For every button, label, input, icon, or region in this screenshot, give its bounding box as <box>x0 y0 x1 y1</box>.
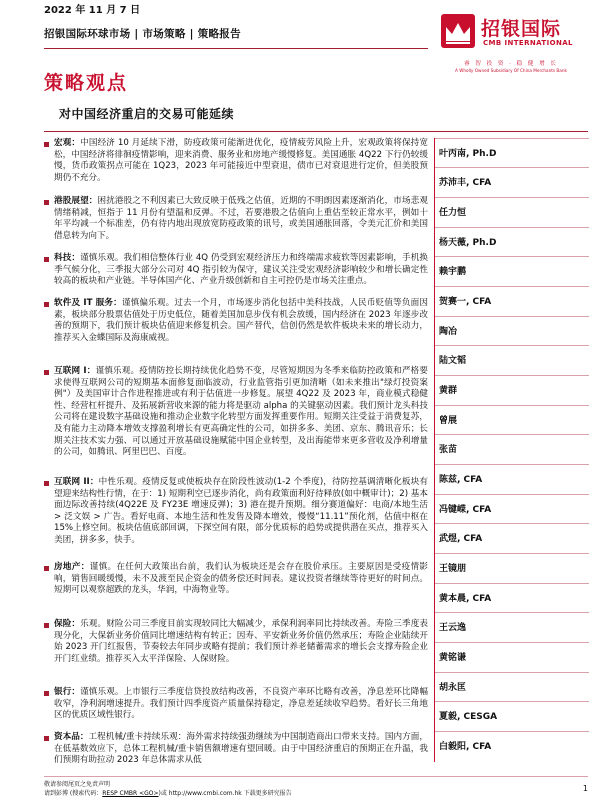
bullet-internet-1 <box>44 366 428 459</box>
bullet-marker-icon <box>44 257 49 262</box>
analyst-entry <box>435 731 589 762</box>
analyst-name: 陈兹, CFA <box>439 475 483 485</box>
analyst-entry <box>435 316 589 346</box>
bullet-heading: 银行： <box>54 687 81 697</box>
bullet-marker-icon <box>44 302 49 307</box>
bullet-heading: 软件及 IT 服务： <box>54 298 122 308</box>
analyst-name: 任力恒 <box>439 208 467 218</box>
bullet-internet-2 <box>44 477 428 547</box>
bullet-text: 谨慎。在任何大政策出台前，我们认为板块还是会存在股价承压。主要原因是受疫情影响，销售回暖缓慢，未不及渡至民企资金的债务偿还时间表。建议投资者继续等待更好的时间点。短期可以观察超跌的龙头，华润，中海物业等。 <box>54 562 428 596</box>
cmbi-logo-icon <box>441 14 475 48</box>
document-title: 对中国经济重启的交易可能延续 <box>59 107 235 121</box>
bullet-marker-icon <box>44 370 49 375</box>
analyst-entry <box>435 138 589 168</box>
report-body <box>44 138 428 766</box>
bullet-marker-icon <box>44 142 49 147</box>
bullet-heading: 房地产： <box>54 562 90 572</box>
analyst-name: 叶丙南, Ph.D <box>439 149 497 159</box>
bullet-banks <box>44 687 428 722</box>
analyst-name: 贺赛一, CFA <box>439 297 492 307</box>
analyst-entry <box>435 197 589 228</box>
report-type: 策略观点 <box>44 72 129 94</box>
bullet-text: 谨慎乐观。疫情防控长期持续优化趋势不变，尽管短期因为冬季来临防控政策和严格要求使得互联网公司的短期基本面修复面临波动，行业监管指引更加清晰（如未来推出"绿灯投资案例"）及美国审计合作进程推进或有利于估值进一步修复。展望 4Q22 及 2023 年，商业模式稳健性、经营杠杆提升、及拓展新营收来源的能力将是驱动 alpha 的关键驱动因素。我们预计龙头科技公司将在建设数字基础设施和推动企业数字化转型方面发挥重要作用。短期关注受益于消费复苏，及有能力主动降本增效支撑盈利增长有更高确定性的公司，如拼多多、美团、京东、腾讯音乐；长期关注技术实力强、可以通过开放基础设施赋能中国企业转型，及出海能带来更多营收及净利增量的公司，如腾讯、阿里巴巴、百度。 <box>54 366 428 458</box>
bullet-marker-icon <box>44 481 49 486</box>
analyst-name: 陶冶 <box>439 327 458 337</box>
analyst-entry <box>435 612 589 643</box>
logo-slogan-en: A Wholly Owned Subsidiary Of China Merchants Bank <box>455 68 567 73</box>
bullet-heading: 互联网 II： <box>54 477 99 487</box>
analyst-entry <box>435 523 589 554</box>
report-date: 2022 年 11 月 7 日 <box>44 5 141 16</box>
analyst-name: 苏沛丰, CFA <box>439 178 492 188</box>
download-note-prefix: 请到彭博 (搜索代码： <box>44 790 103 797</box>
analyst-name: 夏毅, CESGA <box>439 712 498 722</box>
bullet-marker-icon <box>44 200 49 205</box>
analyst-entry <box>435 405 589 435</box>
analyst-name: 曾展 <box>439 416 458 426</box>
bullet-text: 谨慎乐观。上市银行三季度信贷投放结构改善，不良资产率环比略有改善，净息差环比降幅收窄，净利润增速提升。我们预计四季度资产质量保持稳定，净息差延续收窄趋势。看好长三角地区的优质区域性银行。 <box>54 687 428 721</box>
analyst-name: 武煜, CFA <box>439 534 483 544</box>
analyst-entry <box>435 553 589 584</box>
analyst-entry <box>435 434 589 465</box>
analyst-name: 黄铭谦 <box>439 653 467 663</box>
bullet-marker-icon <box>44 623 49 628</box>
bullet-text: 谨慎乐观。我们相信整体行业 4Q 仍受到宏观经济压力和终端需求疲软等因素影响，手机换季气候分化，三季报大部分公司对 4Q 指引较为保守，建议关注受宏观经济影响较少和增长确定性较高的板块和产业链。半导体国产化、产业升级创新和自主可控仍是市场关注重点。 <box>54 253 428 287</box>
bullet-marker-icon <box>44 691 49 696</box>
analyst-name: 赖宇鹏 <box>439 267 467 277</box>
analyst-name: 陆文韬 <box>439 356 467 366</box>
analyst-name: 黄本晨, CFA <box>439 594 492 604</box>
logo-name-cn: 招银国际 <box>481 18 562 40</box>
logo-slogan: 睿 智 投 资 · 稳 健 增 长 <box>464 61 558 67</box>
analyst-entry <box>435 494 589 524</box>
analyst-entry <box>435 167 589 198</box>
bullet-heading: 资本品： <box>54 732 89 742</box>
analyst-name: 杨天薇, Ph.D <box>439 238 497 248</box>
analyst-entry <box>435 672 589 702</box>
analyst-entry <box>435 642 589 673</box>
analyst-name: 胡永匡 <box>439 683 467 693</box>
bloomberg-code-link[interactable]: RESP CMBR <GO> <box>102 790 159 797</box>
bullet-text: 谨慎偏乐观。过去一个月，市场逐步消化包括中美科技战，人民币贬值等负面因素，板块部分股票估值处于历史低位，随着美国加息步伐有机会放缓，国内经济在 2023 年逐步改善的预期下，我们预计板块估值迎来修复机会。国产替代，信创仍然是软件板块未来的增长动力，推荐买入金蝶国际及海康威视。 <box>54 298 428 343</box>
analyst-entry <box>435 375 589 406</box>
header-breadcrumb: 招银国际环球市场 | 市场策略 | 策略报告 <box>44 28 241 40</box>
bullet-heading: 科技： <box>54 253 81 263</box>
title-divider <box>44 131 588 132</box>
download-note <box>44 788 292 797</box>
header-divider <box>44 48 428 49</box>
analyst-entry <box>435 227 589 257</box>
analyst-entry <box>435 286 589 317</box>
analyst-entry <box>435 345 589 376</box>
analyst-name: 王云逸 <box>439 623 467 633</box>
analyst-list <box>434 138 589 762</box>
bullet-marker-icon <box>44 566 49 571</box>
bullet-capital-goods <box>44 732 428 767</box>
bullet-heading: 保险： <box>54 619 81 629</box>
analyst-entry <box>435 256 589 287</box>
footer-divider <box>44 776 588 777</box>
analyst-name: 黄群 <box>439 386 458 396</box>
analyst-name: 王镜朋 <box>439 564 467 574</box>
download-note-suffix: )或 http://www.cmbi.com.hk 下载更多研究报告 <box>158 790 292 797</box>
bullet-marker-icon <box>44 736 49 741</box>
analyst-entry <box>435 464 589 495</box>
bullet-text: 乐观。财险公司三季度目前实现较同比大幅减少，承保利润率同比持续改善。寿险三季度表现分化，大保新业务价值同比增速结构有转正；因寿、平安新业务价值仍然承压；寿险企业陆续开始 2023 开门红报售，节奏较去年同步或略有提前；我们预计养老储蓄需求的增长会支撑寿险企业开门红业绩。推荐买入太平洋保险、人保财险。 <box>54 619 428 664</box>
analyst-entry <box>435 701 589 732</box>
analyst-name: 冯键嵘, CFA <box>439 505 492 515</box>
cmbi-logo <box>441 14 581 84</box>
disclaimer-note: 敬请参阅尾页之免责声明 <box>44 781 111 788</box>
bullet-heading: 互联网 I： <box>54 366 96 376</box>
bullet-heading: 港股展望： <box>54 196 98 206</box>
bullet-heading: 宏观： <box>54 138 81 148</box>
page-number: 1 <box>582 784 588 793</box>
bullet-text: 工程机械/重卡持续乐观：海外需求持续强劲继续为中国制造商出口带来支持。国内方面，在低基数效应下，总体工程机械/重卡销售额增速有望回暖。由于中国经济重启的预期正在升温，我们预期有助拉动 2023 年总体需求从低 <box>54 732 428 766</box>
bullet-text: 困扰港股之不利因素已大致反映于低残之估值，近期的不明朗因素逐渐消化，市场悲观情绪稍减，恒指于 11 月份有望温和反弹。不过，若要港股之估值向上重估至较正常水平，例如十年平均减一个标准差，仍有待内地出现放宽防疫政策的讯号，或美国通胀回落，令美元汇价和美国借息转为向下。 <box>54 196 428 241</box>
bullet-macro <box>44 138 428 184</box>
analyst-name: 白毅阳, CFA <box>439 742 492 752</box>
bullet-text: 中性乐观。疫情反复或使板块存在阶段性波动(1-2 个季度)，待防控基调清晰化板块有望迎来结构性行情，在于：1) 短期利空已逐步消化，尚有政策面利好待释放(如中概审计)；2) 基本面边际改善持续(4Q22E 及 FY23E 增速反弹)；3) 港在提升预期。细分赛道偏好：电商/本地生活 > 泛文娱 > 广告。看好电商、本地生活和性发售及降本增效，慢慢“11.11”预化剂，估值中枢在 15%上修空间。板块估值底部回调，下探空间有限，部分优质标的趋势或提供潜在买点，推荐买入美团，拼多多，快手。 <box>54 477 428 545</box>
bullet-text: 中国经济 10 月延续下滑，防疫政策可能渐进优化，疫情疲劳风险上升，宏观政策将保持宽松，中国经济将徘徊疫情影响，迎来消费、服务业和房地产缓慢修复。美国通胀 4Q22 下行仍较缓慢，货币政策拐点可能在 1Q23，2023 年可能接近中型衰退，债市已对衰退进行定价，但美股预期仍不充分。 <box>54 138 428 183</box>
bullet-software-it <box>44 298 428 344</box>
logo-name-en: CMB INTERNATIONAL <box>483 39 573 47</box>
bullet-insurance <box>44 619 428 665</box>
bullet-technology <box>44 253 428 288</box>
analyst-entry <box>435 583 589 613</box>
analyst-name: 张苗 <box>439 445 458 455</box>
bullet-hk-outlook <box>44 196 428 242</box>
bullet-real-estate <box>44 562 428 597</box>
